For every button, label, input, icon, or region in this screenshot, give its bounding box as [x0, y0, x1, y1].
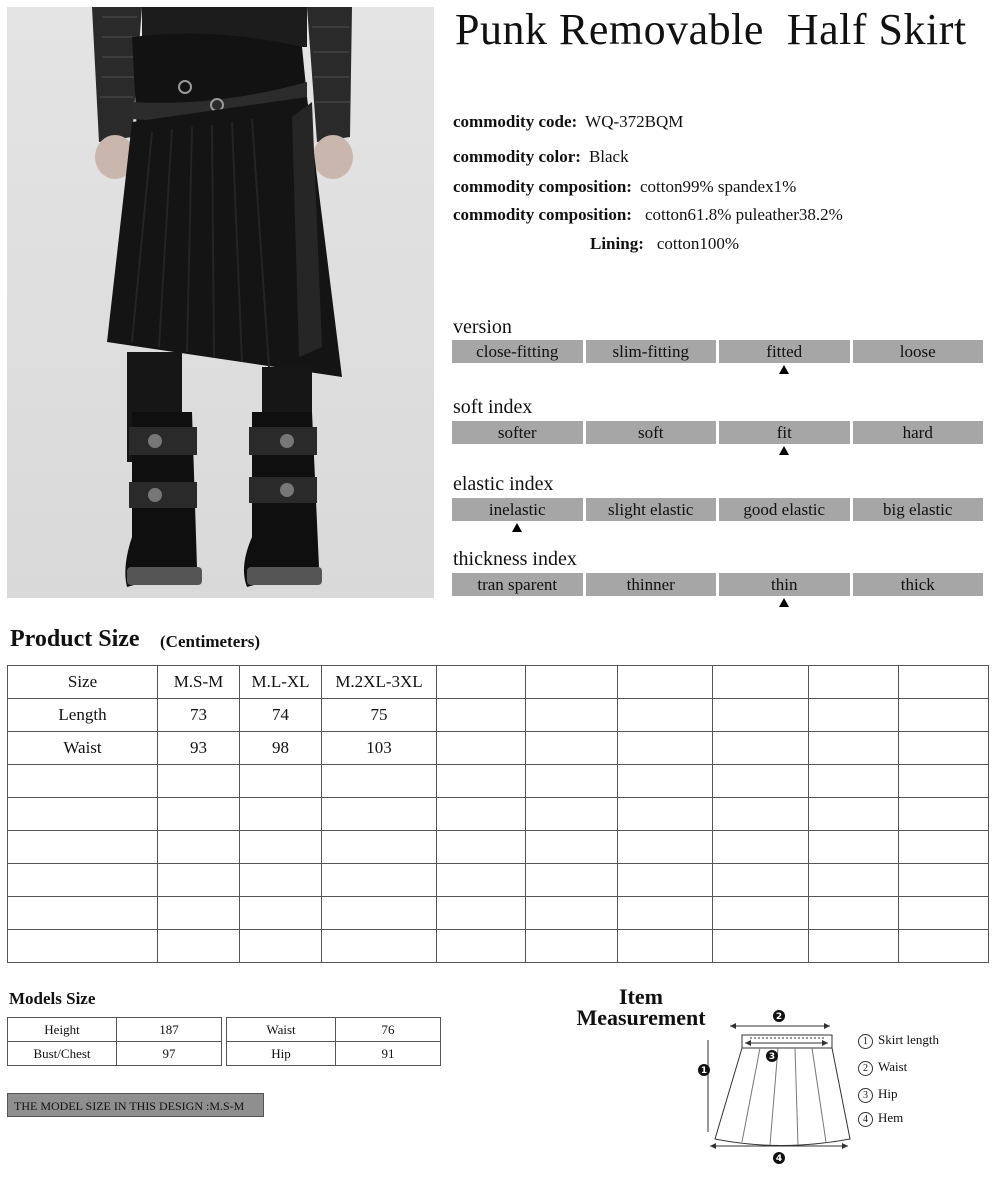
- table-cell: 98: [240, 732, 322, 765]
- table-cell: [240, 864, 322, 897]
- scale-option: softer: [452, 421, 583, 444]
- table-cell: [322, 930, 437, 963]
- table-cell: [809, 864, 899, 897]
- selected-marker-icon: [779, 446, 789, 455]
- product-size-title: Product Size: [10, 626, 140, 652]
- selected-marker-icon: [512, 523, 522, 532]
- table-cell: [809, 765, 899, 798]
- svg-text:1: 1: [700, 1066, 708, 1076]
- table-cell: [809, 699, 899, 732]
- table-cell: [899, 930, 989, 963]
- table-cell: [240, 897, 322, 930]
- legend-number: 2: [858, 1061, 873, 1076]
- spec-composition-2: [453, 205, 843, 225]
- table-cell: [437, 699, 526, 732]
- table-cell: [437, 798, 526, 831]
- table-cell: [713, 930, 809, 963]
- table-cell: [158, 798, 240, 831]
- table-cell: 103: [322, 732, 437, 765]
- svg-text:4: 4: [775, 1154, 783, 1164]
- table-cell: [437, 732, 526, 765]
- table-cell: [322, 765, 437, 798]
- legend-number: 4: [858, 1112, 873, 1127]
- table-cell: [618, 765, 713, 798]
- table-cell: [618, 699, 713, 732]
- table-row: [8, 897, 989, 930]
- table-cell: [526, 732, 618, 765]
- table-cell: [809, 930, 899, 963]
- table-row: [8, 864, 989, 897]
- table-cell: [8, 798, 158, 831]
- table-cell: [899, 765, 989, 798]
- spec-label: commodity composition:: [453, 205, 632, 224]
- table-cell: [618, 897, 713, 930]
- table-cell: [618, 831, 713, 864]
- table-cell: [526, 930, 618, 963]
- scale-option: fitted: [719, 340, 850, 363]
- model-measure-value: 76: [336, 1018, 441, 1042]
- table-row: [8, 699, 989, 732]
- table-cell: [8, 765, 158, 798]
- spec-label: commodity composition:: [453, 177, 632, 196]
- model-measure-label: Waist: [227, 1018, 336, 1042]
- table-cell: [526, 798, 618, 831]
- table-cell: 73: [158, 699, 240, 732]
- table-cell: [158, 930, 240, 963]
- table-cell: [899, 798, 989, 831]
- table-cell: [899, 864, 989, 897]
- table-cell: [809, 897, 899, 930]
- table-cell: [526, 864, 618, 897]
- table-cell: 74: [240, 699, 322, 732]
- legend-number: 1: [858, 1034, 873, 1049]
- item-measurement-title-line1: Item: [619, 984, 663, 1009]
- spec-composition: [453, 177, 796, 197]
- spec-value: cotton99% spandex1%: [639, 177, 797, 196]
- table-cell: [526, 666, 618, 699]
- scale-option: inelastic: [452, 498, 583, 521]
- table-cell: [437, 897, 526, 930]
- table-cell: [437, 831, 526, 864]
- table-cell: [158, 765, 240, 798]
- table-cell: [437, 864, 526, 897]
- scale-option: big elastic: [853, 498, 984, 521]
- scale-option: fit: [719, 421, 850, 444]
- table-cell: [526, 831, 618, 864]
- table-cell: [713, 864, 809, 897]
- table-cell: [899, 831, 989, 864]
- table-cell: [713, 831, 809, 864]
- legend-hem: [858, 1110, 903, 1127]
- table-cell: [322, 831, 437, 864]
- spec-value: WQ-372BQM: [585, 112, 684, 131]
- item-measurement-title-line2: Measurement: [576, 1005, 706, 1030]
- spec-value: cotton100%: [656, 234, 740, 253]
- table-cell: M.S-M: [158, 666, 240, 699]
- product-size-table: [7, 665, 989, 963]
- table-row: [8, 765, 989, 798]
- table-cell: [899, 666, 989, 699]
- svg-text:3: 3: [768, 1052, 776, 1062]
- thickness-index-scale: [452, 573, 983, 596]
- scale-option: tran sparent: [452, 573, 583, 596]
- table-cell: [8, 831, 158, 864]
- thickness-index-title: thickness index: [453, 548, 577, 570]
- table-cell: M.2XL-3XL: [322, 666, 437, 699]
- table-cell: [618, 864, 713, 897]
- table-cell: [526, 699, 618, 732]
- table-cell: [158, 864, 240, 897]
- legend-number: 3: [858, 1088, 873, 1103]
- table-cell: 93: [158, 732, 240, 765]
- table-cell: [713, 897, 809, 930]
- table-cell: [437, 666, 526, 699]
- model-measure-value: 91: [336, 1042, 441, 1066]
- table-cell: [713, 798, 809, 831]
- table-cell: [899, 897, 989, 930]
- spec-value: Black: [588, 147, 629, 166]
- table-cell: [240, 798, 322, 831]
- table-row: [8, 798, 989, 831]
- scale-option: thinner: [586, 573, 717, 596]
- table-cell: M.L-XL: [240, 666, 322, 699]
- table-cell: [437, 930, 526, 963]
- table-cell: Length: [8, 699, 158, 732]
- table-cell: [240, 831, 322, 864]
- skirt-measurement-diagram: [690, 1004, 855, 1169]
- table-cell: [618, 666, 713, 699]
- scale-option: slim-fitting: [586, 340, 717, 363]
- models-size-table-left: [7, 1017, 222, 1066]
- legend-hip: [858, 1086, 898, 1103]
- svg-text:2: 2: [775, 1012, 783, 1022]
- product-size-unit: (Centimeters): [160, 632, 261, 651]
- model-size-note: THE MODEL SIZE IN THIS DESIGN :M.S-M: [7, 1093, 264, 1117]
- table-cell: [713, 732, 809, 765]
- table-cell: [526, 897, 618, 930]
- table-row: [227, 1042, 441, 1066]
- table-row: [8, 1018, 222, 1042]
- scale-option: close-fitting: [452, 340, 583, 363]
- spec-value: cotton61.8% puleather38.2%: [644, 205, 843, 224]
- product-title: Punk Removable Half Skirt: [455, 5, 967, 54]
- table-cell: [618, 798, 713, 831]
- table-cell: [437, 765, 526, 798]
- table-cell: 75: [322, 699, 437, 732]
- table-row: [8, 1042, 222, 1066]
- table-row: [8, 732, 989, 765]
- legend-label: Hem: [878, 1110, 904, 1125]
- table-cell: [809, 831, 899, 864]
- table-cell: [8, 930, 158, 963]
- spec-label: commodity code:: [453, 112, 578, 131]
- models-size-table-right: [226, 1017, 441, 1066]
- table-cell: [158, 831, 240, 864]
- soft-index-scale: [452, 421, 983, 444]
- model-measure-label: Height: [8, 1018, 117, 1042]
- spec-code: [453, 112, 683, 132]
- table-row: [8, 831, 989, 864]
- table-cell: [809, 666, 899, 699]
- scale-option: hard: [853, 421, 984, 444]
- selected-marker-icon: [779, 365, 789, 374]
- table-cell: [809, 732, 899, 765]
- scale-option: good elastic: [719, 498, 850, 521]
- table-cell: [713, 666, 809, 699]
- scale-option: thin: [719, 573, 850, 596]
- spec-label: Lining:: [590, 234, 644, 253]
- version-title: version: [453, 316, 512, 338]
- table-cell: [899, 699, 989, 732]
- scale-option: soft: [586, 421, 717, 444]
- model-measure-value: 97: [117, 1042, 222, 1066]
- table-cell: [322, 897, 437, 930]
- version-scale: [452, 340, 983, 363]
- soft-index-title: soft index: [453, 396, 533, 418]
- table-row: [8, 930, 989, 963]
- table-cell: Waist: [8, 732, 158, 765]
- legend-skirt-length: [858, 1032, 939, 1049]
- table-cell: [240, 930, 322, 963]
- scale-option: slight elastic: [586, 498, 717, 521]
- table-cell: [8, 897, 158, 930]
- elastic-index-scale: [452, 498, 983, 521]
- legend-label: Skirt length: [878, 1032, 940, 1047]
- selected-marker-icon: [779, 598, 789, 607]
- product-photo: [7, 7, 434, 598]
- model-measure-value: 187: [117, 1018, 222, 1042]
- elastic-index-title: elastic index: [453, 473, 554, 495]
- table-cell: [240, 765, 322, 798]
- spec-lining: [590, 234, 739, 254]
- spec-label: commodity color:: [453, 147, 581, 166]
- scale-option: loose: [853, 340, 984, 363]
- scale-option: thick: [853, 573, 984, 596]
- spec-color: [453, 147, 629, 167]
- table-cell: [322, 864, 437, 897]
- legend-label: Waist: [878, 1059, 908, 1074]
- legend-label: Hip: [878, 1086, 898, 1101]
- table-cell: [618, 930, 713, 963]
- table-cell: Size: [8, 666, 158, 699]
- model-measure-label: Hip: [227, 1042, 336, 1066]
- table-cell: [713, 699, 809, 732]
- table-cell: [809, 798, 899, 831]
- table-cell: [8, 864, 158, 897]
- table-cell: [526, 765, 618, 798]
- table-cell: [322, 798, 437, 831]
- legend-waist: [858, 1059, 907, 1076]
- models-size-title: Models Size: [9, 989, 96, 1008]
- model-measure-label: Bust/Chest: [8, 1042, 117, 1066]
- table-cell: [158, 897, 240, 930]
- table-cell: [713, 765, 809, 798]
- table-row: [227, 1018, 441, 1042]
- table-row: [8, 666, 989, 699]
- table-cell: [899, 732, 989, 765]
- table-cell: [618, 732, 713, 765]
